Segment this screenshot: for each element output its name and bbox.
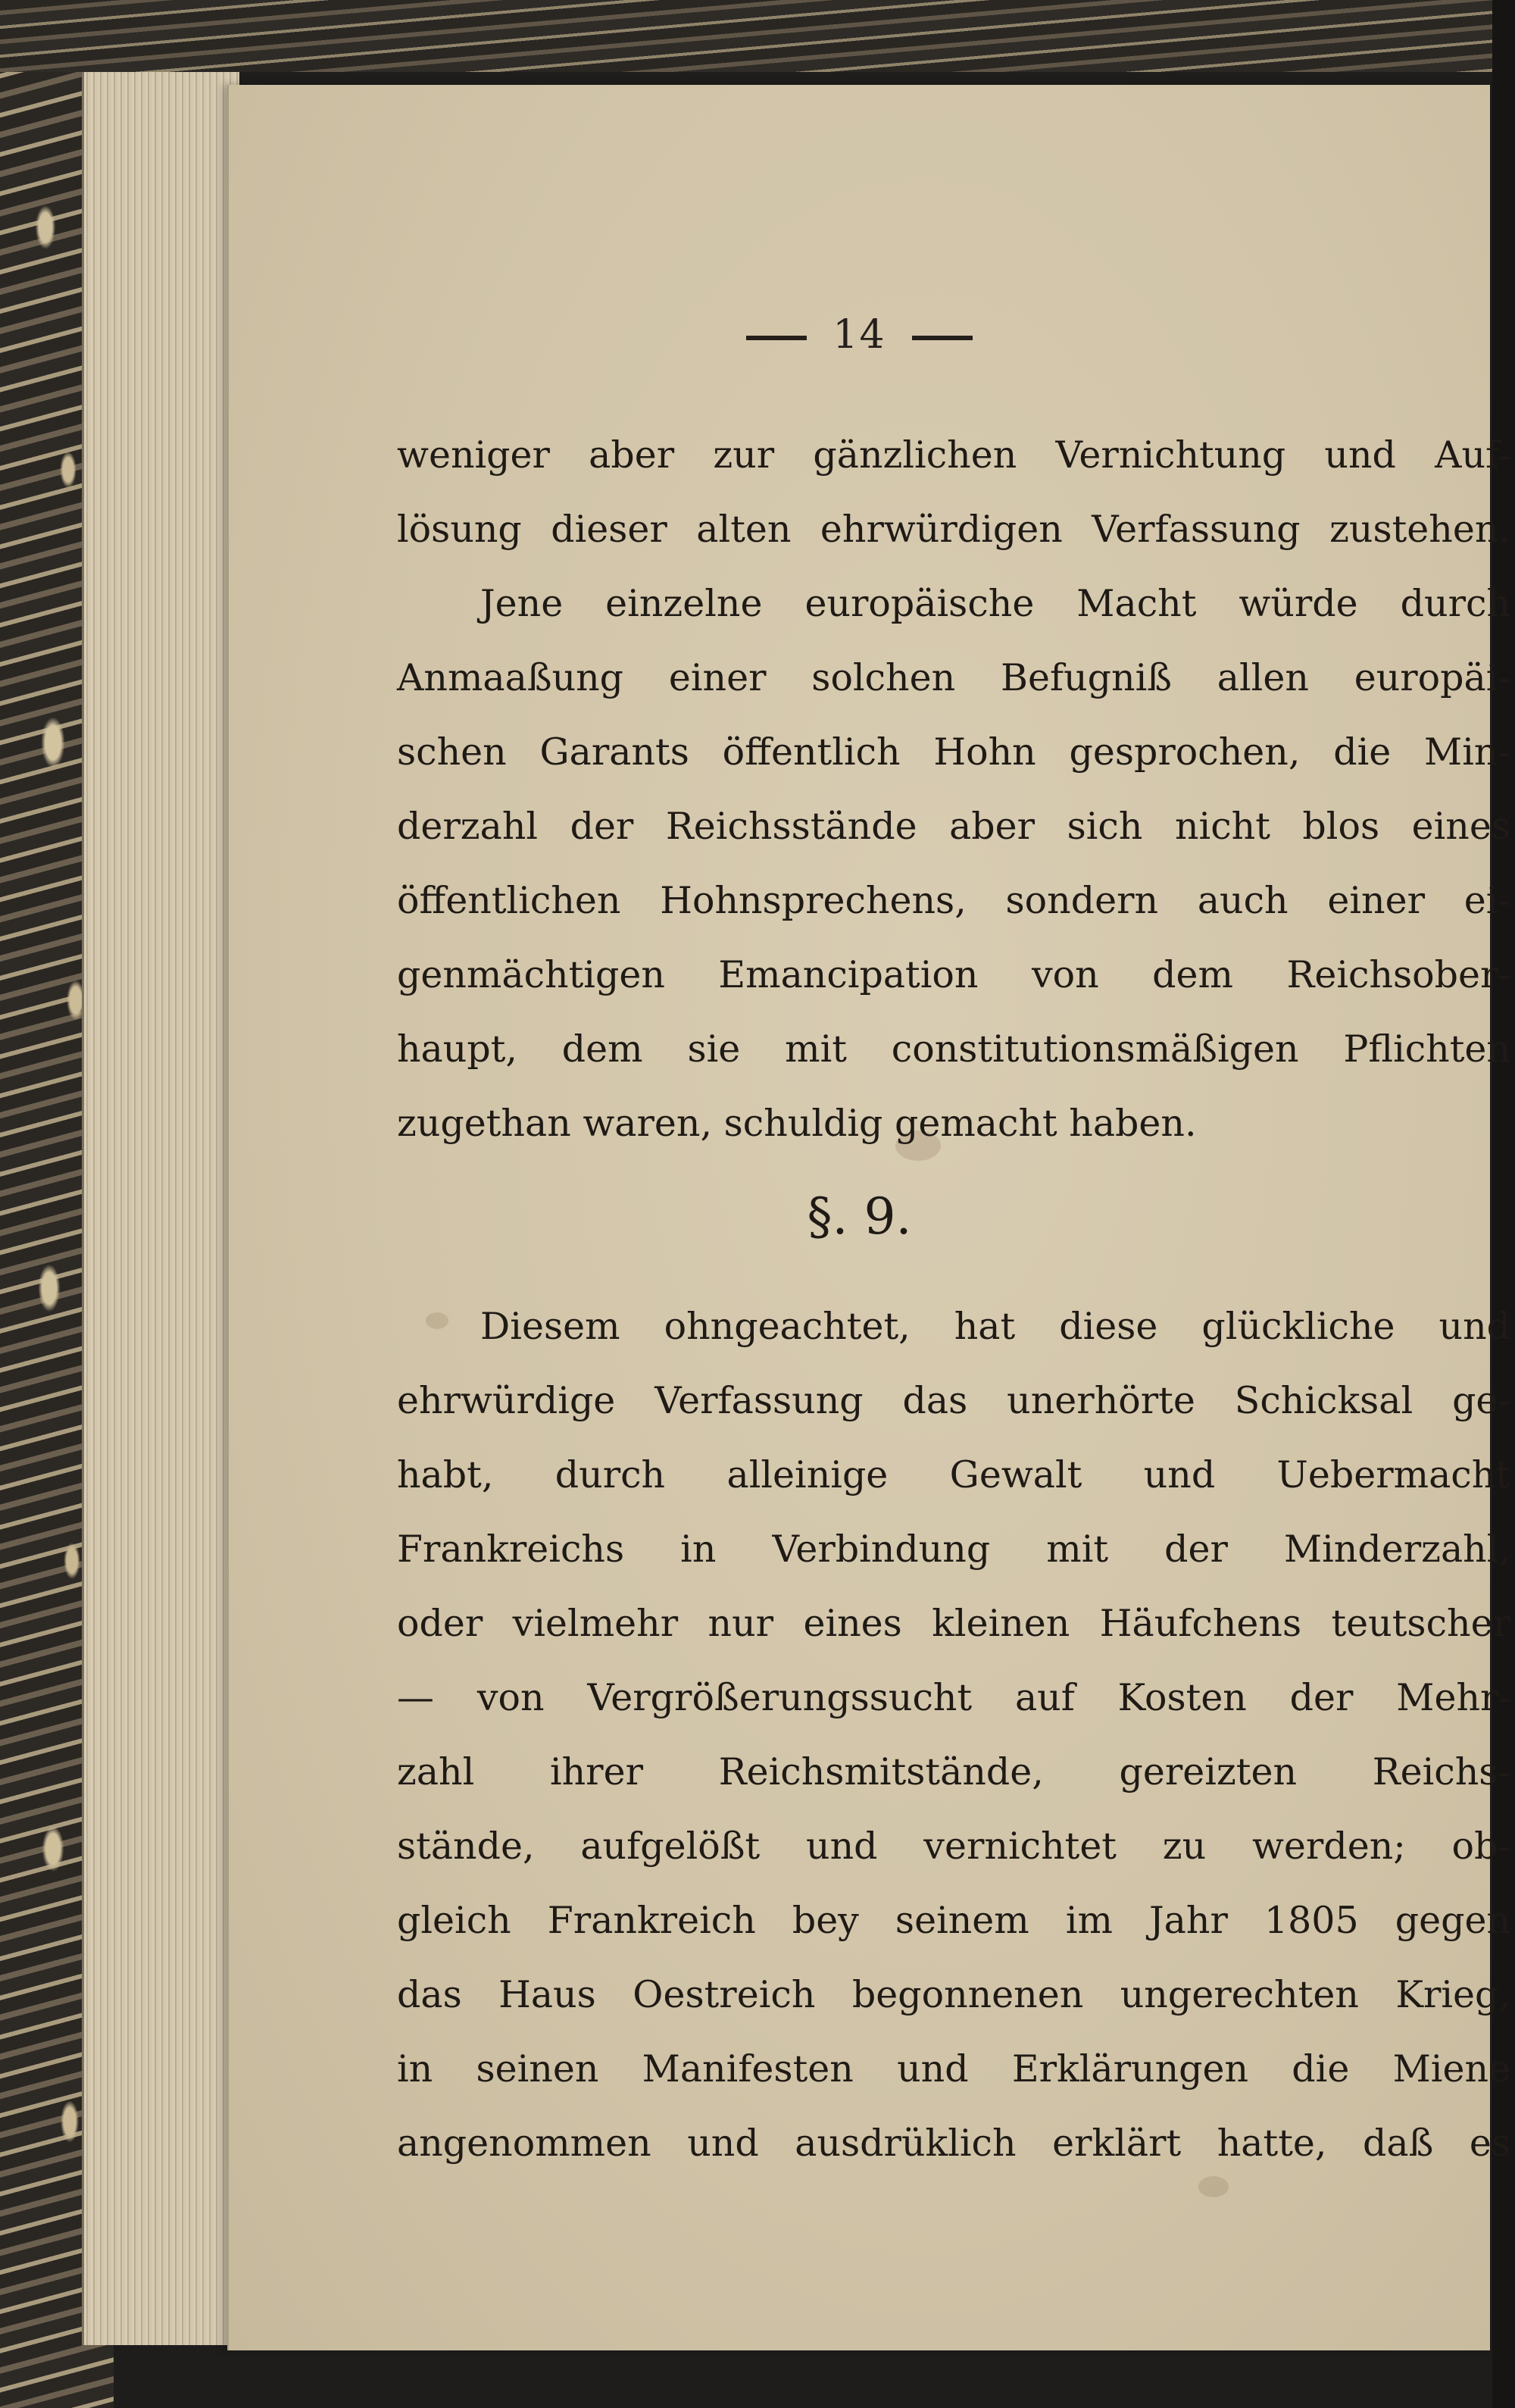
text-line: — von Vergrößerungssucht auf Kosten der Mehr- [397,1676,1510,1719]
page-number-text: 14 [832,312,886,358]
text-line: zugethan waren, schuldig gemacht haben. [397,1102,1197,1145]
text-line: angenommen und ausdrüklich erklärt hatte, daß es [397,2122,1510,2165]
text-line: Frankreichs in Verbindung mit der Minderzahl, [397,1528,1510,1571]
page-number-dash-left [746,336,807,340]
text-line: habt, durch alleinige Gewalt und Uebermacht [397,1453,1510,1496]
text-line: lösung dieser alten ehrwürdigen Verfassung zustehen. [397,508,1510,551]
text-line: schen Garants öffentlich Hohn gesprochen, die Min- [397,730,1510,774]
book-page [227,85,1510,2350]
text-line: in seinen Manifesten und Erklärungen die Miene [397,2047,1510,2091]
page-edges [82,72,239,2345]
cover-top-edge [0,0,1515,72]
text-line: das Haus Oestreich begonnenen ungerechten Krieg, [397,1973,1510,2016]
text-line: derzahl der Reichsstände aber sich nicht blos eines [397,805,1510,848]
text-line: genmächtigen Emancipation von dem Reichsober- [397,953,1510,996]
text-line: öffentlichen Hohnsprechens, sondern auch einer ei- [397,879,1510,922]
text-line: weniger aber zur gänzlichen Vernichtung und Auf- [397,433,1510,477]
text-line: ehrwürdige Verfassung das unerhörte Schicksal ge- [397,1379,1510,1422]
text-line: haupt, dem sie mit constitutionsmäßigen Pflichten [397,1027,1510,1071]
text-line: Jene einzelne europäische Macht würde durch [480,582,1510,625]
text-line: gleich Frankreich bey seinem im Jahr 1805 gegen [397,1899,1510,1942]
text-line: Anmaaßung einer solchen Befugniß allen europäi- [397,656,1510,699]
paragraph-2 [397,1290,1510,2181]
page-number [229,312,1490,358]
section-heading: §. 9. [807,1187,912,1246]
text-line: zahl ihrer Reichsmitstände, gereizten Reichs- [397,1750,1510,1793]
paragraph-1 [397,418,1510,1161]
text-line: stände, aufgelößt und vernichtet zu werden; ob- [397,1825,1510,1868]
text-line: oder vielmehr nur eines kleinen Häufchens teutscher [397,1602,1510,1645]
page-number-dash-right [912,336,973,340]
text-line: Diesem ohngeachtet, hat diese glückliche und [480,1305,1510,1348]
